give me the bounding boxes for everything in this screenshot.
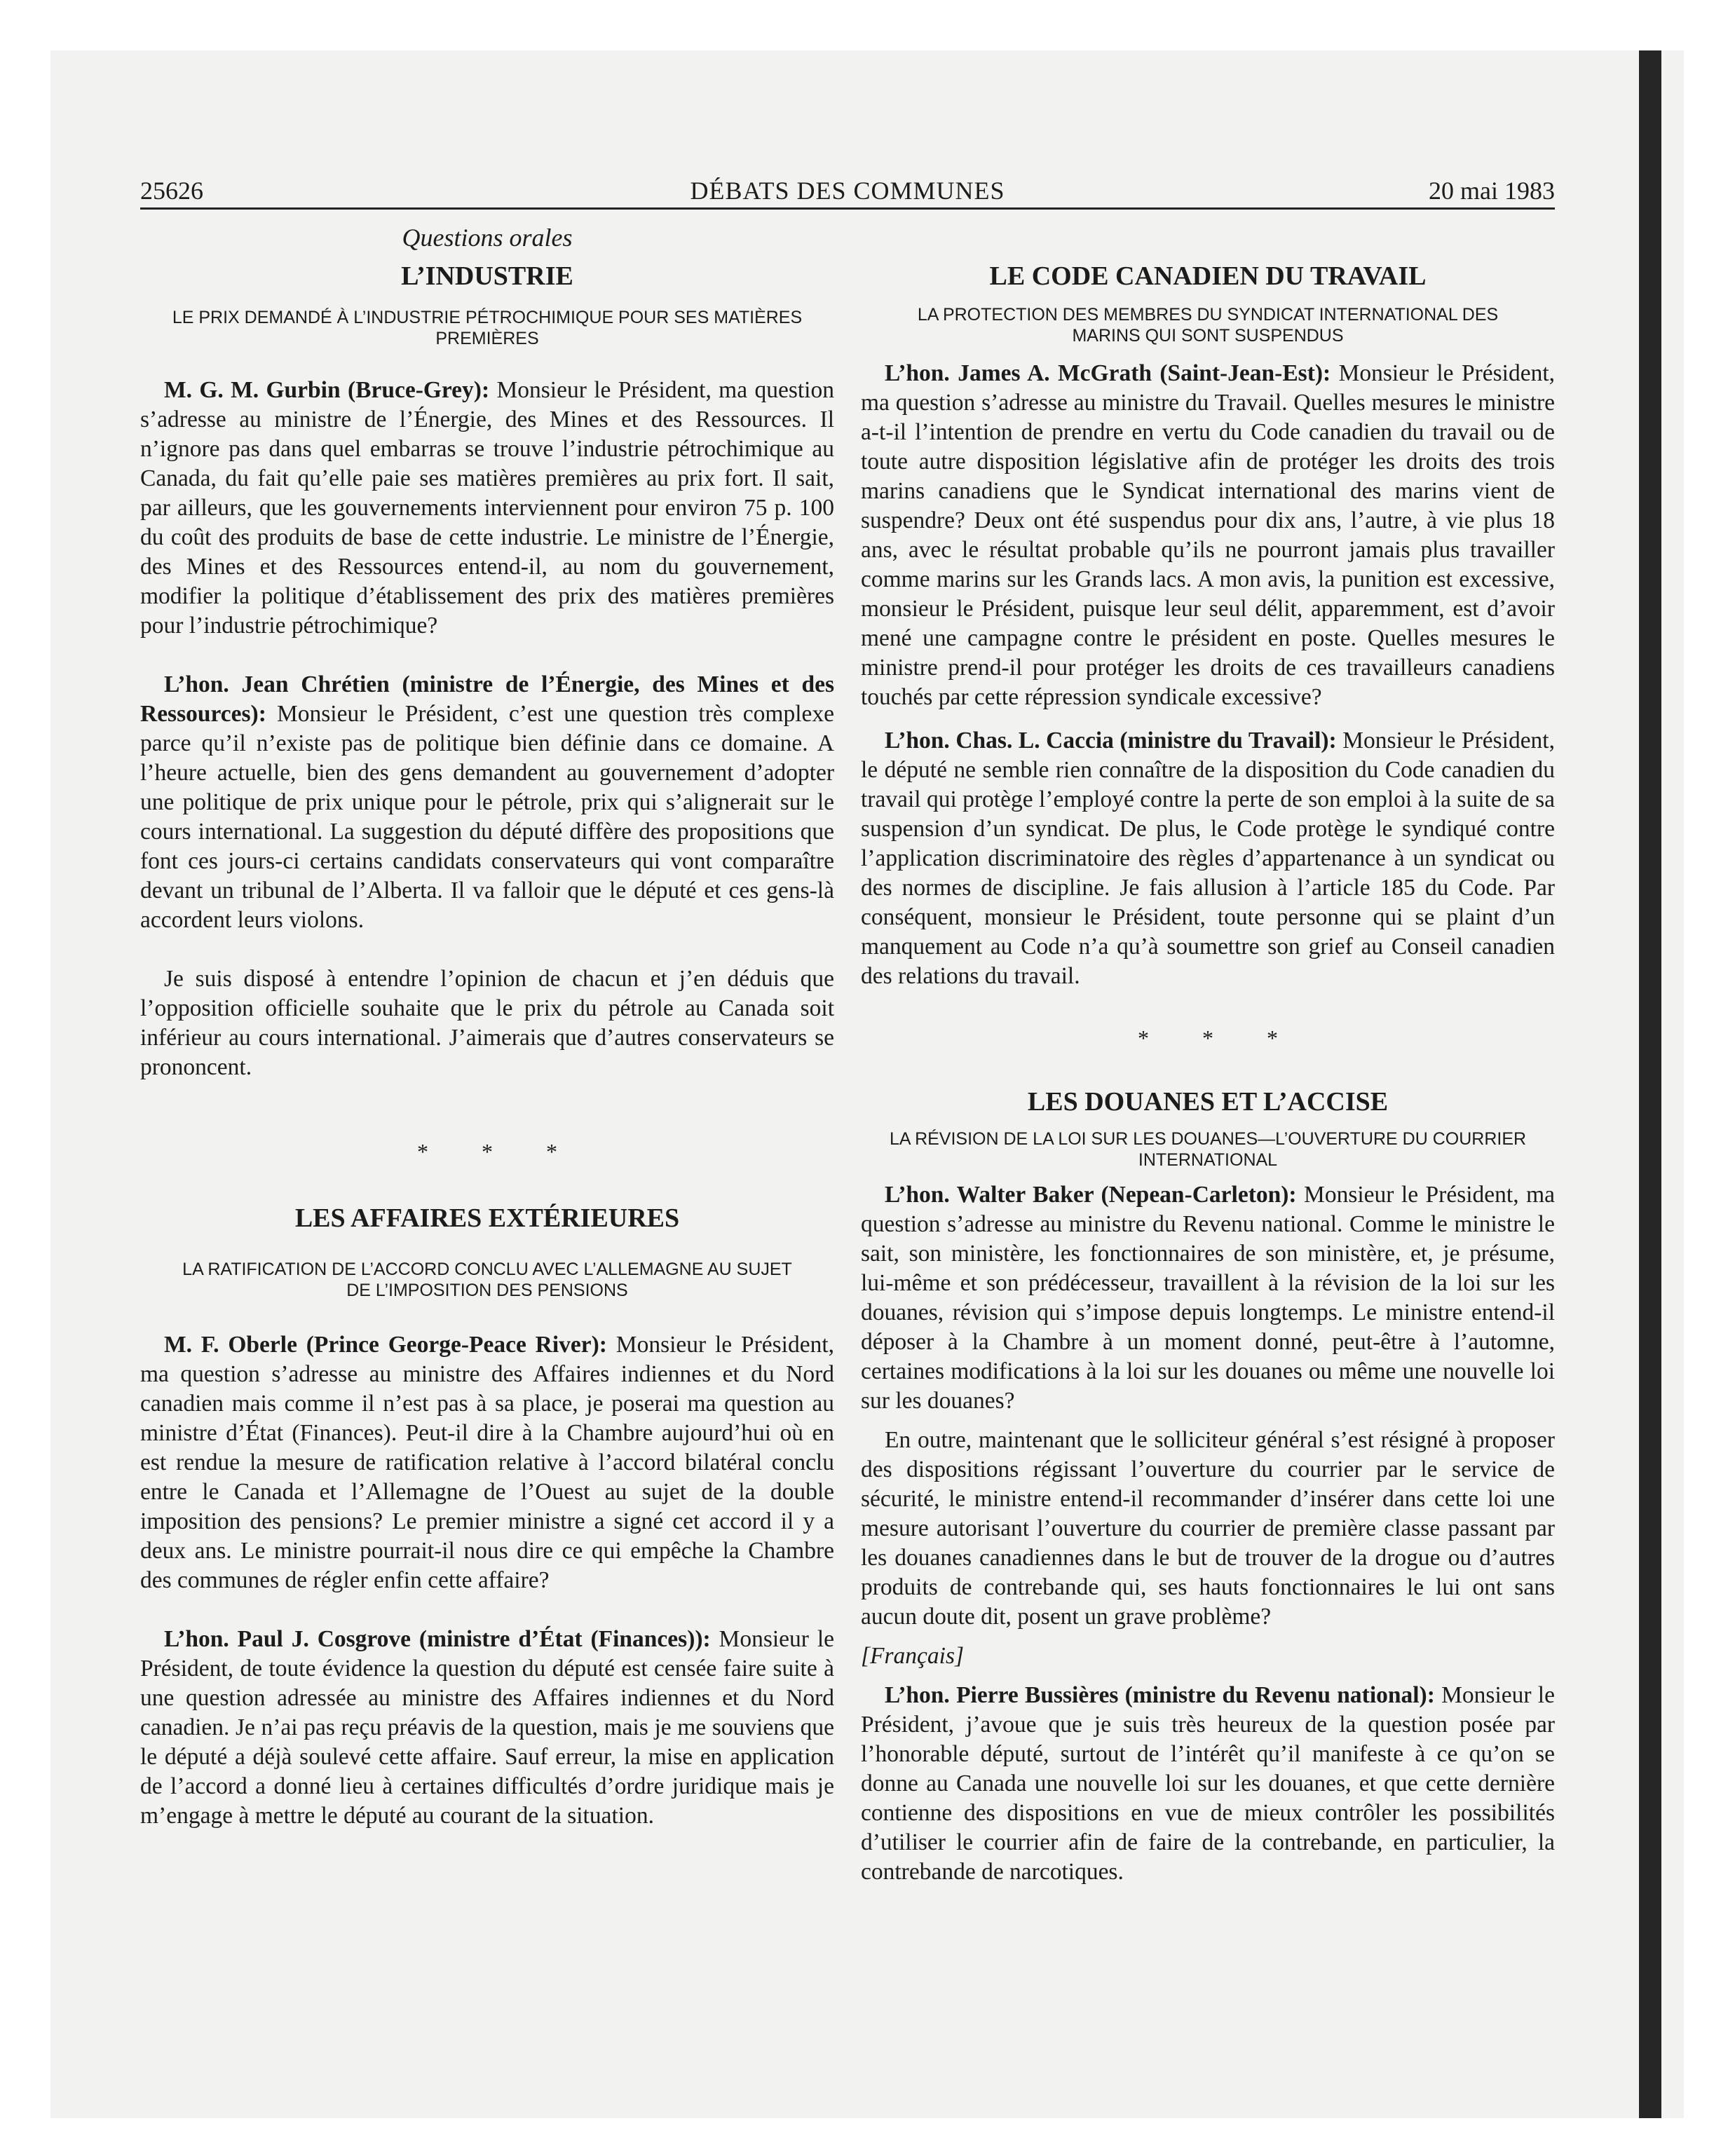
- journal-title: DÉBATS DES COMMUNES: [690, 177, 1005, 205]
- speaker-name: M. F. Oberle (Prince George-Peace River):: [164, 1332, 607, 1358]
- speaker-name: L’hon. Walter Baker (Nepean-Carleton):: [885, 1182, 1297, 1208]
- paragraph-text: Monsieur le Président, c’est une question très complexe parce qu’il n’existe pas de politique bien définie dans ce domaine. A l’heure actuelle, bien des gens demandent au gouvernement d’adopter une politique de prix unique pour le pétrole, prix qui s’alignerait sur le cours international. La suggestion du député diffère des propositions que font ces jours-ci certains candidats conservateurs qui vont comparaître devant un tribunal de l’Alberta. Il va falloir que le député et ces gens-là accordent leurs violons.: [140, 701, 835, 933]
- speaker-name: L’hon. Jean Chrétien (ministre de l’Énergie, des Mines et des Ressources):: [140, 671, 834, 727]
- subheading-revision-loi-douanes: LA RÉVISION DE LA LOI SUR LES DOUANES—L’OUVERTURE DU COURRIER INTERNATIONAL: [889, 1129, 1527, 1170]
- paragraph-text: Monsieur le Président, ma question s’adresse au ministre des Affaires indiennes et du Nord canadien mais comme il n’est pas à sa place, je poserai ma question au ministre d’État (Finances). Peut-il dire à la Chambre aujourd’hui où en est rendue la mesure de ratification relative à l’accord bilatéral conclu entre le Canada et l’Allemagne de l’Ouest au sujet de la double imposition des pensions? Le premier ministre a signé cet accord il y a deux ans. Le ministre pourrait-il nous dire ce qui empêche la Chambre des communes de régler enfin cette affaire?: [140, 1332, 835, 1593]
- running-header: [140, 175, 1555, 206]
- paragraph-text: Monsieur le Président, ma question s’adresse au ministre du Revenu national. Comme le ministre le sait, son ministère, les fonctionnaires de son ministère, et, je présume, lui-même et son prédécesseur, travaillent à la révision de la loi sur les douanes, révision qui s’impose depuis longtemps. Le ministre entend-il déposer à la Chambre à un moment donné, peut-être à l’automne, certaines modifications à la loi sur les douanes ou même une nouvelle loi sur les douanes?: [861, 1182, 1555, 1414]
- section-heading-affaires-exterieures: LES AFFAIRES EXTÉRIEURES: [294, 1203, 680, 1233]
- subheading-petrochimie: LE PRIX DEMANDÉ À L’INDUSTRIE PÉTROCHIMIQUE POUR SES MATIÈRES PREMIÈRES: [172, 308, 803, 348]
- paragraph-chretien-cont: Je suis disposé à entendre l’opinion de chacun et j’en déduis que l’opposition officielle souhaite que le prix du pétrole au Canada soit inférieur au cours international. J’aimerais que d’autres conservateurs se prononcent.: [140, 966, 834, 1080]
- paragraph-text: Monsieur le Président, ma question s’adresse au ministre de l’Énergie, des Mines et des Ressources. Il n’ignore pas dans quel embarras se trouve l’industrie pétrochimique au Canada, du fait qu’elle paie ses matières premières au prix fort. Il sait, par ailleurs, que les gouvernements interviennent pour environ 75 p. 100 du coût des produits de base de cette industrie. Le ministre de l’Énergie, des Mines et des Ressources entend-il, au nom du gouvernement, modifier la politique d’établissement des prix des matières premières pour l’industrie pétrochimique?: [140, 377, 834, 639]
- paragraph-oberle: [140, 1330, 834, 1595]
- section-heading-douanes: LES DOUANES ET L’ACCISE: [1027, 1087, 1389, 1117]
- paragraph-bussieres: [861, 1681, 1555, 1887]
- right-column: [861, 221, 1555, 1887]
- paragraph-baker-cont: En outre, maintenant que le solliciteur général s’est résigné à proposer des dispositions régissant l’ouverture du courrier par le service de sécurité, le ministre entend-il recommander d’insérer dans cette loi une mesure autorisant l’ouverture du courrier de première classe passant par les douanes canadiennes dans le but de trouver de la drogue ou d’autres produits de contrebande qui, ses hauts fonctionnaires le lui ont sans aucun doute dit, posent un grave problème?: [861, 1427, 1555, 1630]
- paragraph-cosgrove: [140, 1625, 834, 1831]
- speaker-name: L’hon. Paul J. Cosgrove (ministre d’État (Finances)):: [164, 1626, 711, 1652]
- left-column: [140, 221, 834, 1831]
- header-rule: [140, 207, 1555, 210]
- scan-edge-shadow: [1639, 50, 1661, 2118]
- subheading-marins: LA PROTECTION DES MEMBRES DU SYNDICAT INTERNATIONAL DES MARINS QUI SONT SUSPENDUS: [917, 305, 1499, 346]
- paragraph-text: Monsieur le Président, ma question s’adresse au ministre du Travail. Quelles mesures le ministre a-t-il l’intention de prendre en vertu du Code canadien du travail ou de toute autre disposition législative afin de protéger les droits des trois marins canadiens que le Syndicat international des marins vient de suspendre? Deux ont été suspendus pour dix ans, l’autre, à vie plus 18 ans, avec le résultat probable qu’ils ne pourront jamais plus travailler comme marins sur les Grands lacs. A mon avis, la punition est excessive, monsieur le Président, puisque leur seul délit, apparemment, est d’avoir mené une campagne contre le président en poste. Quelles mesures le ministre prend-il pour protéger les droits de ces travailleurs canadiens touchés par cette répression syndicale excessive?: [861, 360, 1556, 710]
- paragraph-text: Monsieur le Président, le député ne semble rien connaître de la disposition du Code canadien du travail qui protège l’employé contre la perte de son emploi à la suite de sa suspension d’un syndicat. De plus, le Code protège le syndiqué contre l’application discriminatoire des règles d’appartenance à un syndicat ou des normes de discipline. Je fais allusion à l’article 185 du Code. Par conséquent, monsieur le Président, toute personne qui se plaint d’un manquement au Code n’a qu’à soumettre son grief au Conseil canadien des relations du travail.: [861, 728, 1555, 989]
- section-separator: * * *: [417, 1139, 581, 1164]
- language-note: [Français]: [861, 1643, 965, 1669]
- paragraph-text: Monsieur le Président, de toute évidence la question du député est censée faire suite à une question adressée au ministre des Affaires indiennes et du Nord canadien. Je n’ai pas reçu préavis de la question, mais je me souviens que le député a déjà soulevé cette affaire. Sauf erreur, la mise en application de l’accord a donné lieu à certaines difficultés d’ordre juridique mais je m’engage à mettre le député au courant de la situation.: [140, 1626, 834, 1829]
- paragraph-caccia: [861, 726, 1555, 991]
- paragraph-text: Monsieur le Président, j’avoue que je suis très heureux de la question posée par l’honorable député, surtout de l’intérêt qu’il manifeste à ce qu’on se donne au Canada une nouvelle loi sur les douanes, et que cette dernière contienne des dispositions en vue de mieux contrôler les possibilités d’utiliser le courrier afin de faire de la contrebande, en particulier, la contrebande de narcotiques.: [861, 1682, 1555, 1885]
- paragraph-mcgrath: [861, 359, 1555, 712]
- section-separator: * * *: [1138, 1025, 1302, 1051]
- speaker-name: M. G. M. Gurbin (Bruce-Grey):: [164, 377, 490, 403]
- section-heading-industrie: L’INDUSTRIE: [401, 261, 573, 291]
- issue-date: 20 mai 1983: [1429, 177, 1555, 205]
- speaker-name: L’hon. Pierre Bussières (ministre du Revenu national):: [885, 1682, 1435, 1708]
- speaker-name: L’hon. James A. McGrath (Saint-Jean-Est):: [885, 360, 1331, 386]
- page-number: 25626: [140, 177, 203, 205]
- section-rubric: Questions orales: [402, 224, 573, 252]
- paragraph-chretien: [140, 670, 834, 935]
- speaker-name: L’hon. Chas. L. Caccia (ministre du Travail):: [885, 728, 1337, 753]
- paragraph-gurbin: [140, 376, 834, 641]
- paragraph-baker: [861, 1180, 1555, 1416]
- section-heading-code-travail: LE CODE CANADIEN DU TRAVAIL: [989, 261, 1427, 291]
- subheading-accord-allemagne: LA RATIFICATION DE L’ACCORD CONCLU AVEC L’ALLEMAGNE AU SUJET DE L’IMPOSITION DES PENSIONS: [182, 1260, 792, 1300]
